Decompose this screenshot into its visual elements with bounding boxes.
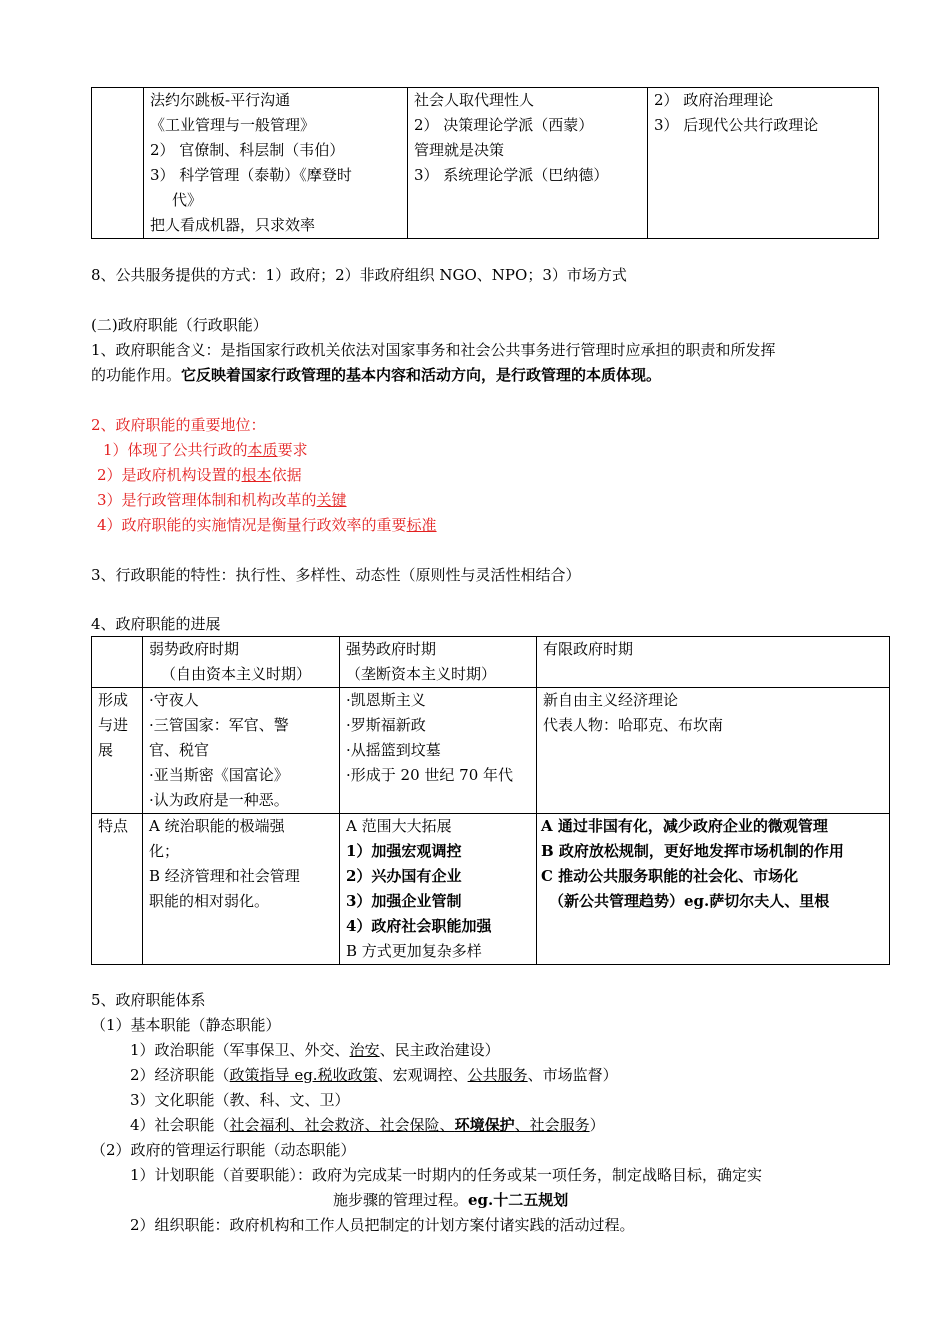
basic-functions-title: （1）基本职能（静态职能） — [91, 1016, 281, 1034]
function-progress-table — [91, 636, 890, 965]
row-label-formation: 形成 与进 展 — [92, 688, 143, 814]
paragraph-2-title: 2、政府职能的重要地位： — [91, 416, 266, 434]
cell-features-limited: A 通过非国有化，减少政府企业的微观管理 B 政府放松规制，更好地发挥市场机制的作用 C 推动公共服务职能的社会化、市场化 （新公共管理趋势）eg.萨切尔夫人、里根 — [537, 814, 890, 965]
cell-features-strong: A 范围大大拓展 1）加强宏观调控 2）兴办国有企业 3）加强企业管制 4）政府社会职能加强 B 方式更加复杂多样 — [340, 814, 537, 965]
paragraph-3: 3、行政职能的特性：执行性、多样性、动态性（原则性与灵活性相结合） — [91, 566, 581, 584]
planning-function-line-1: 1）计划职能（首要职能）：政府为完成某一时期内的任务或某一项任务，制定战略目标，确定实 — [130, 1166, 763, 1184]
management-functions-title: （2）政府的管理运行职能（动态职能） — [91, 1141, 356, 1159]
importance-item: 4）政府职能的实施情况是衡量行政效率的重要标准 — [97, 516, 437, 534]
paragraph-4-title: 4、政府职能的进展 — [91, 615, 221, 633]
table-row — [92, 814, 890, 965]
paragraph-5-title: 5、政府职能体系 — [91, 991, 206, 1009]
table-row — [92, 688, 890, 814]
header-strong-government: 强势政府时期 （垄断资本主义时期） — [340, 637, 537, 688]
importance-item: 2）是政府机构设置的根本依据 — [97, 466, 302, 484]
theory-table-col2: 法约尔跳板-平行沟通 《工业管理与一般管理》 2） 官僚制、科层制（韦伯） 3） 科学管理（泰勒）《摩登时 代》 把人看成机器，只求效率 — [144, 88, 408, 239]
cell-formation-weak: ·守夜人 ·三管国家：军官、警 官、税官 ·亚当斯密《国富论》 ·认为政府是一种恶。 — [143, 688, 340, 814]
function-item: 3）文化职能（教、科、文、卫） — [130, 1091, 350, 1109]
planning-function-line-2: 施步骤的管理过程。eg.十二五规划 — [333, 1191, 569, 1209]
paragraph-1-line-2: 的功能作用。它反映着国家行政管理的基本内容和活动方向，是行政管理的本质体现。 — [91, 366, 662, 384]
table-header-row — [92, 637, 890, 688]
importance-item: 3）是行政管理体制和机构改革的关键 — [97, 491, 347, 509]
paragraph-8: 8、公共服务提供的方式：1）政府；2）非政府组织 NGO、NPO；3）市场方式 — [91, 266, 627, 284]
theory-table-col4: 2） 政府治理理论 3） 后现代公共行政理论 — [648, 88, 879, 239]
theory-table-col3: 社会人取代理性人 2） 决策理论学派（西蒙） 管理就是决策 3） 系统理论学派（巴纳德） — [408, 88, 648, 239]
header-weak-government: 弱势政府时期 （自由资本主义时期） — [143, 637, 340, 688]
row-label-features: 特点 — [92, 814, 143, 965]
theory-table — [91, 87, 879, 239]
importance-item: 1）体现了公共行政的本质要求 — [103, 441, 308, 459]
cell-formation-strong: ·凯恩斯主义 ·罗斯福新政 ·从摇篮到坟墓 ·形成于 20 世纪 70 年代 — [340, 688, 537, 814]
function-item: 1）政治职能（军事保卫、外交、治安、民主政治建设） — [130, 1041, 500, 1059]
theory-table-label-cell — [92, 88, 144, 239]
cell-features-weak: A 统治职能的极端强 化； B 经济管理和社会管理 职能的相对弱化。 — [143, 814, 340, 965]
organizing-function: 2）组织职能：政府机构和工作人员把制定的计划方案付诸实践的活动过程。 — [130, 1216, 635, 1234]
function-item: 2）经济职能（政策指导 eg.税收政策、宏观调控、公共服务、市场监督） — [130, 1066, 618, 1084]
cell-formation-limited: 新自由主义经济理论 代表人物：哈耶克、布坎南 — [537, 688, 890, 814]
section-title: (二)政府职能（行政职能） — [91, 316, 268, 334]
header-limited-government: 有限政府时期 — [537, 637, 890, 688]
paragraph-1-line-1: 1、政府职能含义：是指国家行政机关依法对国家事务和社会公共事务进行管理时应承担的职责和所发挥 — [91, 341, 776, 359]
function-item: 4）社会职能（社会福利、社会救济、社会保险、环境保护、社会服务） — [130, 1116, 605, 1134]
